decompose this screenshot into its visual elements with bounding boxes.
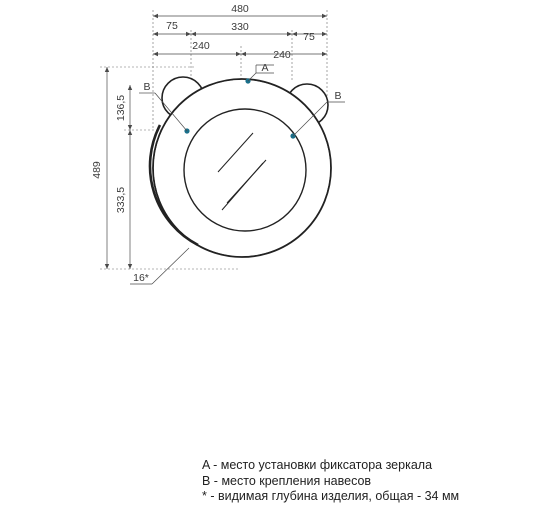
dim-left-ear-offset: 75 — [166, 20, 178, 32]
dim-left-half: 240 — [192, 40, 210, 52]
legend-item-depth: * - видимая глубина изделия, общая - 34 мм — [202, 489, 460, 503]
dim-overall-height: 489 — [91, 161, 103, 179]
dim-overall-width: 480 — [231, 3, 249, 15]
dim-right-ear-offset: 75 — [303, 31, 315, 43]
dim-depth: 16* — [133, 272, 149, 284]
legend-item-a: A - место установки фиксатора зеркала — [202, 458, 433, 472]
marker-b-left-label: B — [143, 81, 151, 93]
legend-item-b: B - место крепления навесов — [202, 473, 372, 488]
dim-upper-height: 136,5 — [115, 94, 127, 122]
mirror-glass — [184, 109, 306, 231]
marker-b-right-label: B — [334, 90, 342, 102]
dim-ear-spacing: 330 — [231, 21, 249, 33]
legend — [202, 458, 459, 505]
dim-right-half: 240 — [273, 49, 291, 61]
marker-a-label: A — [261, 62, 269, 74]
dim-lower-height: 333,5 — [115, 186, 127, 214]
